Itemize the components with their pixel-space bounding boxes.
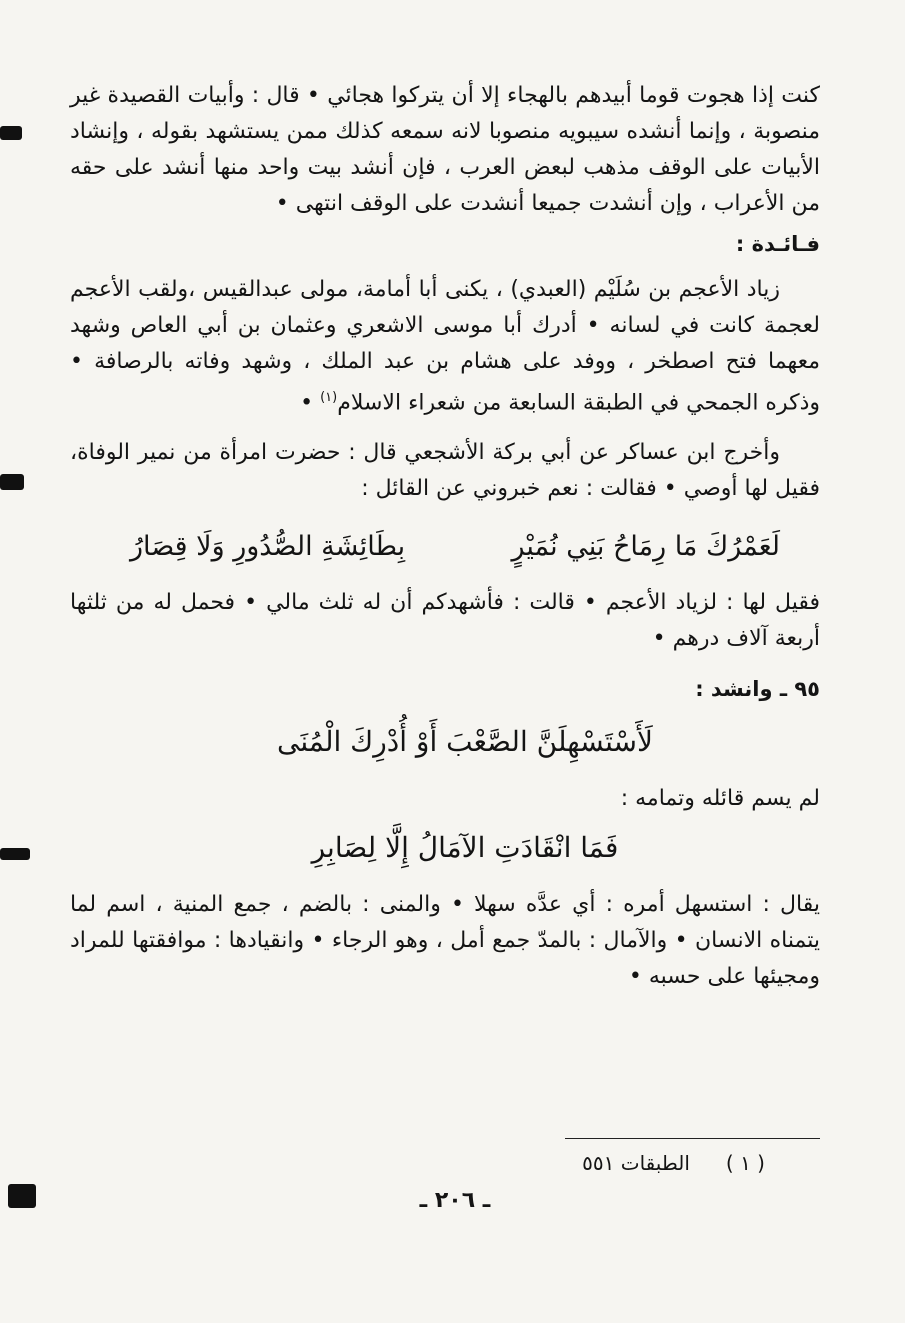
paragraph: لم يسم قائله وتمامه : bbox=[620, 786, 820, 812]
verse-line: لَأَسْتَسْهِلَنَّ الصَّعْبَ أَوْ أُدْرِكَ الْمُنَى bbox=[277, 725, 653, 759]
scan-mark bbox=[0, 848, 30, 860]
paragraph: فقيل لها : لزياد الأعجم • قالت : فأشهدكم أن له ثلث مالي • فحمل له من ثلثها أربعة آلاف درهم • bbox=[70, 590, 820, 652]
footnote-number: ( ١ ) bbox=[725, 1151, 765, 1175]
footnote-text: الطبقات ٥٥١ bbox=[582, 1151, 690, 1175]
paragraph bbox=[70, 272, 820, 421]
verse-hemistich-right: لَعَمْرُكَ مَا رِمَاحُ بَنِي نُمَيْرٍ bbox=[511, 531, 780, 563]
footnote-divider bbox=[565, 1138, 820, 1139]
paragraph-end: • bbox=[300, 390, 321, 416]
scan-mark bbox=[0, 474, 24, 490]
paragraph-text: زياد الأعجم بن سُلَيْم (العبدي) ، يكنى أبا أمامة، مولى عبدالقيس ،ولقب الأعجم لعجمة كانت في لسانه • أدرك أبا موسى الاشعري وعثمان بن أبي العاص وشهد معهما فتح اصطخر ، ووفد على هشام بن عبد الملك ، وشهد وفاته بالرصافة • وذكره الجمحي في الطبقة السابعة من شعراء الاسلام bbox=[70, 277, 820, 416]
verse-line: فَمَا انْقَادَتِ الآمَالُ إِلَّا لِصَابِرِ bbox=[311, 831, 619, 865]
section-heading: فـائـدة : bbox=[735, 232, 820, 256]
paragraph: كنت إذا هجوت قوما أبيدهم بالهجاء إلا أن يتركوا هجائي • قال : وأبيات القصيدة غير منصوبة ، وإنما أنشده سيبويه منصوبا لانه سمعه كذلك ممن يستشهد بقوله ، وإنشاد الأبيات على الوقف مذهب لبعض العرب ، فإن أنشد بيت واحد منها أنشد على حقه من الأعراب ، وإن أنشدت جميعا أنشدت على الوقف انتهى • bbox=[70, 83, 820, 216]
footnote bbox=[545, 1148, 765, 1178]
footnote-ref: (١) bbox=[320, 390, 338, 405]
section-heading: ٩٥ ـ وانشد : bbox=[695, 677, 820, 702]
paragraph: يقال : استسهل أمره : أي عدَّه سهلا • والمنى : بالضم ، جمع المنية ، اسم لما يتمناه الانسان • والآمال : بالمدّ جمع أمل ، وهو الرجاء • وانقيادها : موافقتها للمراد ومجيئها على حسبه • bbox=[70, 892, 820, 990]
verse-hemistich-left: بِطَائِشَةِ الصُّدُورِ وَلَا قِصَارُ bbox=[130, 531, 406, 563]
page-number: ـ ٢٠٦ ـ bbox=[419, 1188, 491, 1213]
page-body bbox=[70, 78, 820, 995]
scan-mark bbox=[0, 126, 22, 140]
paragraph: وأخرج ابن عساكر عن أبي بركة الأشجعي قال : حضرت امرأة من نمير الوفاة، فقيل لها أوصي • فقالت : نعم خبروني عن القائل : bbox=[70, 440, 820, 502]
scan-mark bbox=[8, 1184, 36, 1208]
verse-couplet bbox=[70, 525, 820, 569]
